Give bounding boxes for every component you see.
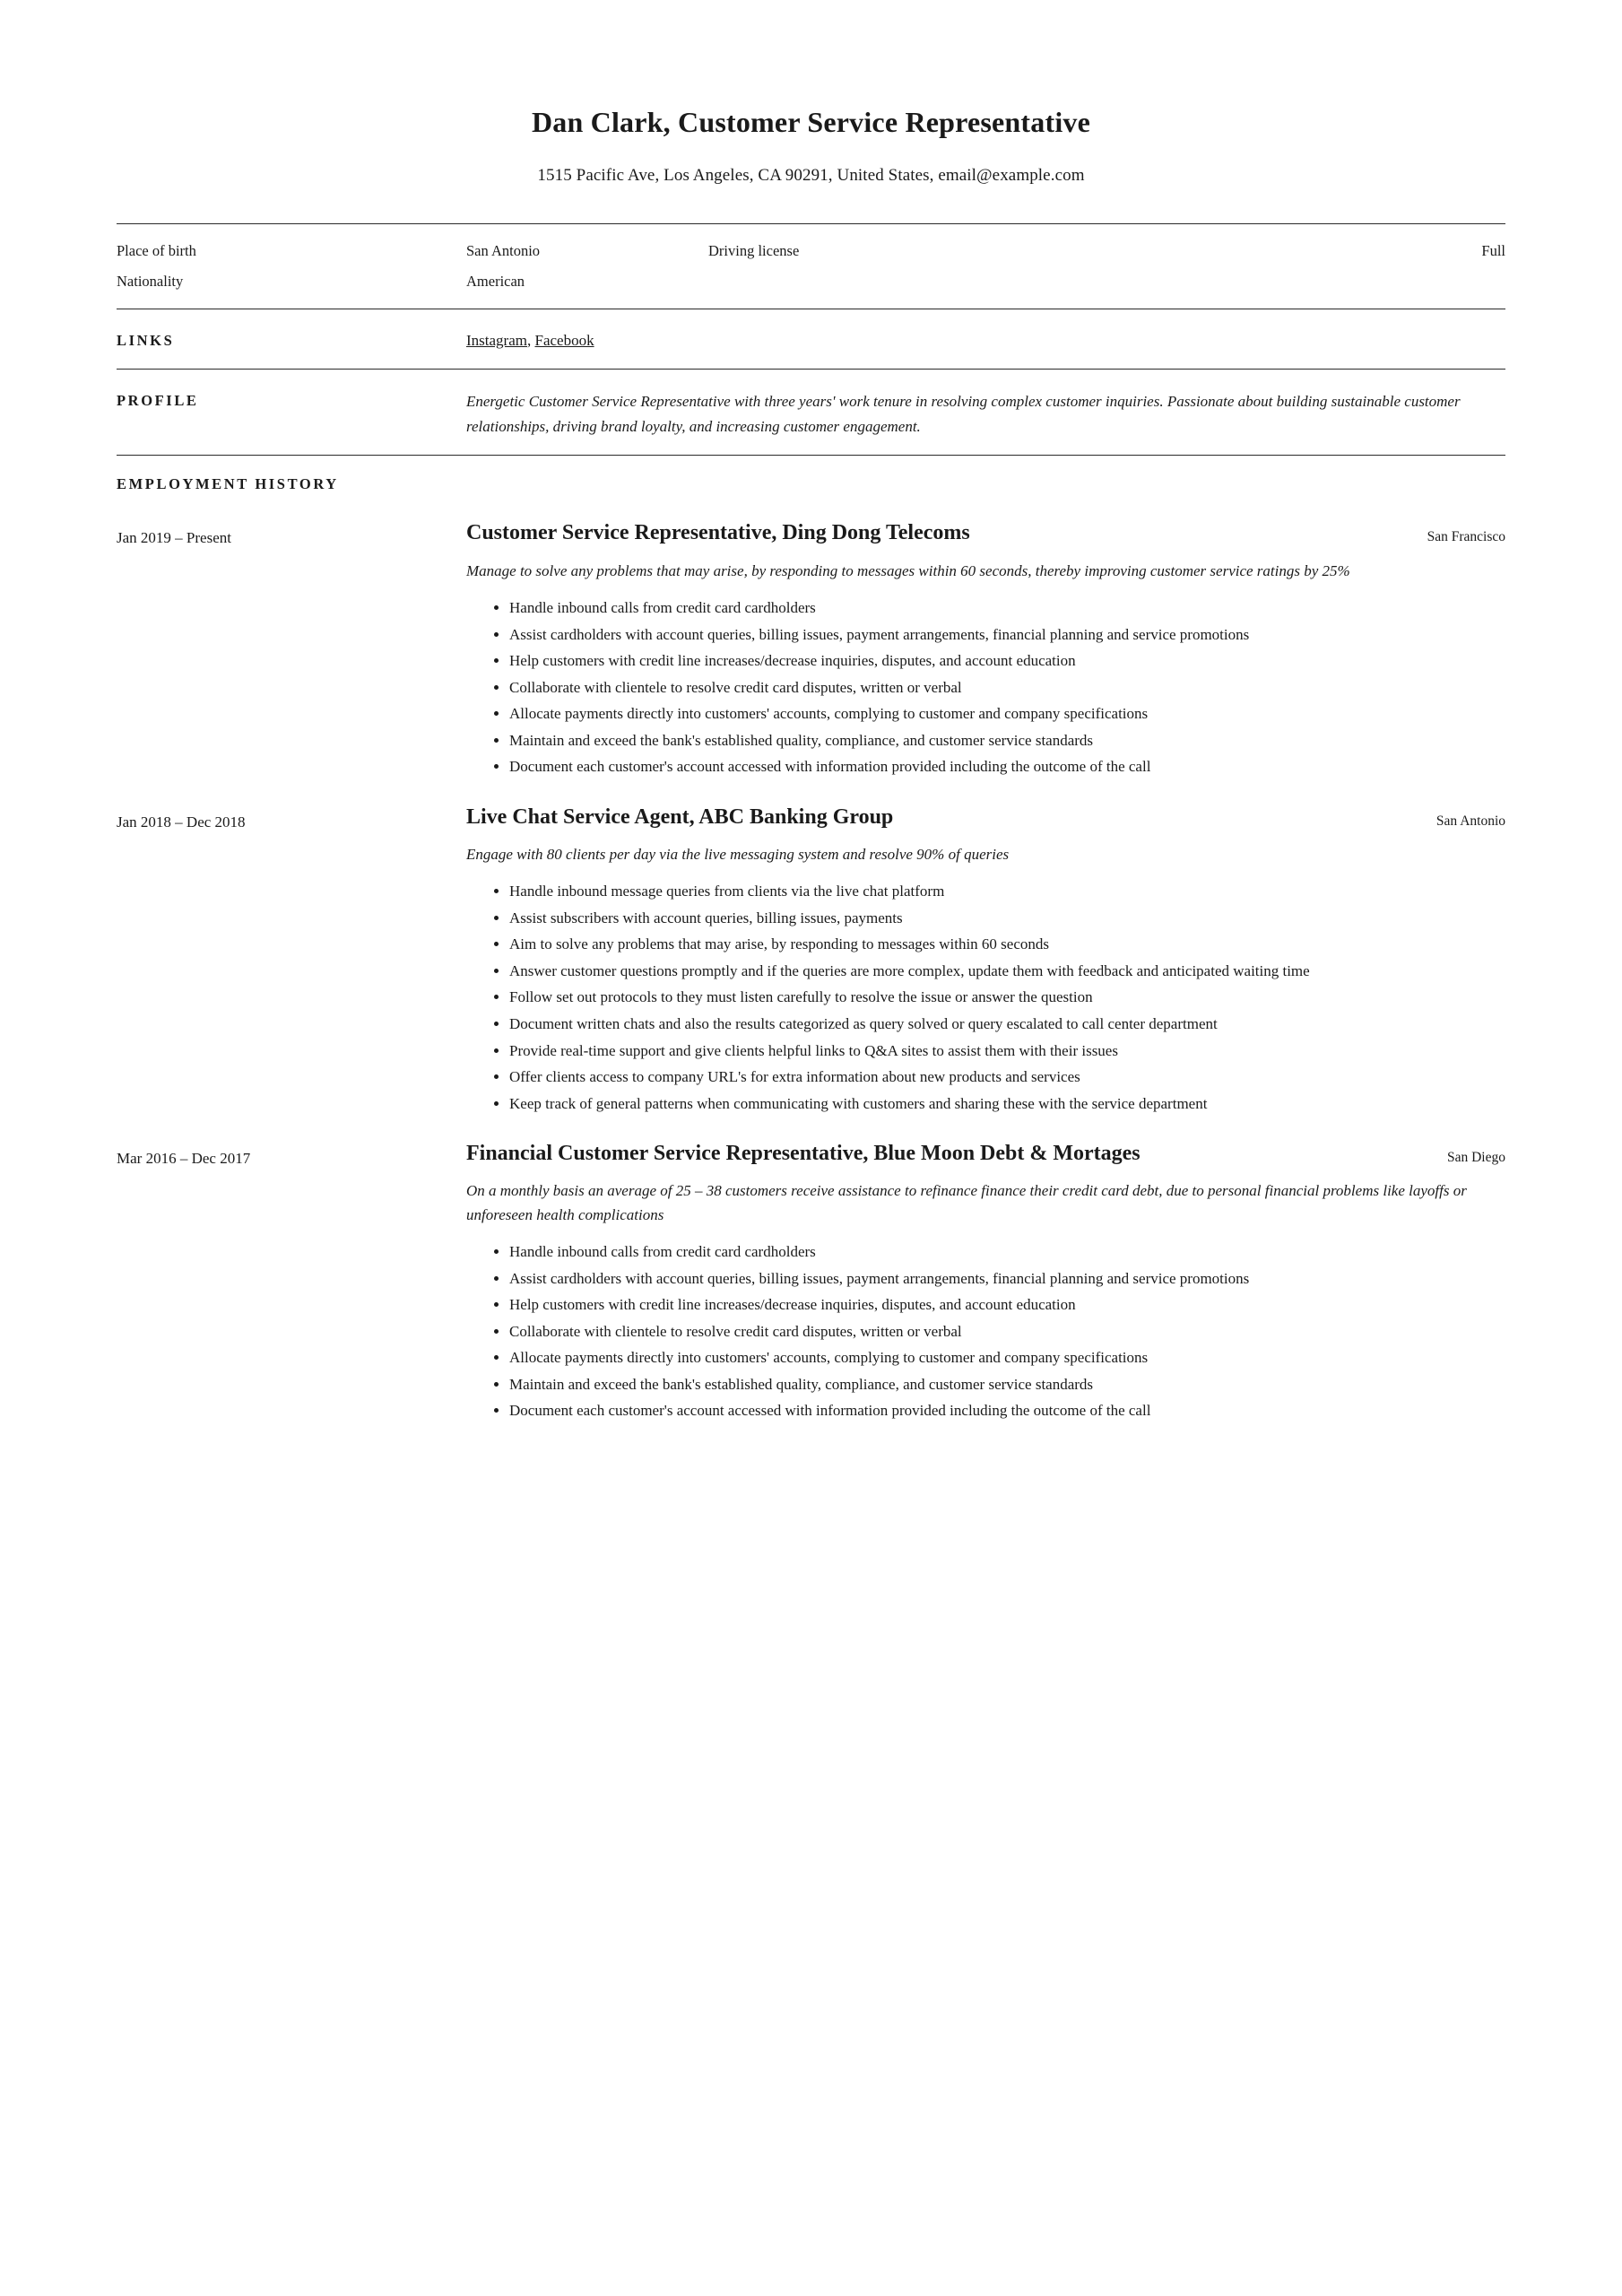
list-item: • Follow set out protocols to they must listen carefully to resolve the issue or answer the question — [509, 985, 1505, 1010]
job-location: San Antonio — [1436, 813, 1505, 829]
job-dates: Mar 2016 – Dec 2017 — [117, 1150, 251, 1168]
job-title: Financial Customer Service Representative, Blue Moon Debt & Mortages — [466, 1142, 1141, 1166]
list-item: • Answer customer questions promptly and if the queries are more complex, update them with feedback and anticipated waiting time — [509, 959, 1505, 984]
profile-text: Energetic Customer Service Representative with three years' work tenure in resolving complex customer inquiries. Passionate about building sustainable customer relationships, driving brand loyalty, and increasing customer engagement. — [466, 393, 1461, 435]
place-of-birth-label: Place of birth — [117, 242, 196, 259]
profile-body — [466, 389, 1505, 439]
driving-license-value: Full — [1481, 242, 1505, 259]
list-item: • Keep track of general patterns when communicating with customers and sharing these with the service department — [509, 1091, 1505, 1117]
employment-history-header — [117, 456, 1505, 497]
detail-row — [117, 242, 1505, 260]
links-section — [117, 309, 1505, 369]
list-item: • Maintain and exceed the bank's established quality, compliance, and customer service standards — [509, 1372, 1505, 1397]
job-bullet-list — [466, 879, 1505, 1116]
list-item: • Collaborate with clientele to resolve credit card disputes, written or verbal — [509, 675, 1505, 700]
job-title-row — [466, 1141, 1505, 1167]
list-item: • Allocate payments directly into customers' accounts, complying to customer and company specifications — [509, 701, 1505, 726]
list-item: • Document written chats and also the results categorized as query solved or query escalated to call center department — [509, 1012, 1505, 1037]
job-entry — [117, 804, 1505, 1118]
list-item: • Assist cardholders with account queries, billing issues, payment arrangements, financial planning and service promotions — [509, 622, 1505, 648]
job-main — [466, 804, 1505, 1118]
job-title: Customer Service Representative, Ding Dong Telecoms — [466, 521, 970, 545]
employment-section-label: EMPLOYMENT HISTORY — [117, 475, 339, 493]
nationality-label: Nationality — [117, 273, 184, 290]
contact-line: 1515 Pacific Ave, Los Angeles, CA 90291, United States, email@example.com — [537, 166, 1085, 185]
list-item: • Help customers with credit line increases/decrease inquiries, disputes, and account education — [509, 1292, 1505, 1318]
job-summary: Manage to solve any problems that may arise, by responding to messages within 60 seconds, thereby improving customer service ratings by 25% — [466, 561, 1350, 579]
links-section-label: LINKS — [117, 332, 175, 349]
job-dates: Jan 2019 – Present — [117, 529, 231, 547]
job-main — [466, 1141, 1505, 1425]
list-item: • Handle inbound message queries from clients via the live chat platform — [509, 879, 1505, 904]
list-item: • Offer clients access to company URL's for extra information about new products and services — [509, 1065, 1505, 1090]
links-list — [466, 329, 1505, 352]
job-summary: On a monthly basis an average of 25 – 38 customers receive assistance to refinance finance their credit card debt, due to personal financial problems like layoffs or unforeseen health complications — [466, 1182, 1467, 1223]
job-entry — [117, 1141, 1505, 1425]
job-entry — [117, 520, 1505, 780]
list-item: • Maintain and exceed the bank's established quality, compliance, and customer service standards — [509, 728, 1505, 753]
job-location: San Diego — [1446, 1150, 1505, 1166]
link-separator: , — [526, 332, 535, 349]
job-location: San Francisco — [1427, 529, 1505, 545]
list-item: • Provide real-time support and give clients helpful links to Q&A sites to assist them with their issues — [509, 1039, 1505, 1064]
list-item: • Handle inbound calls from credit card cardholders — [509, 1239, 1505, 1265]
personal-details-block — [117, 224, 1505, 309]
place-of-birth-value: San Antonio — [466, 242, 541, 259]
detail-row — [117, 273, 1505, 291]
link-facebook[interactable]: Facebook — [534, 332, 594, 349]
list-item: • Collaborate with clientele to resolve credit card disputes, written or verbal — [509, 1319, 1505, 1344]
list-item: • Help customers with credit line increases/decrease inquiries, disputes, and account education — [509, 648, 1505, 674]
link-instagram[interactable]: Instagram — [466, 332, 527, 349]
job-bullet-list — [466, 596, 1505, 779]
job-title-row — [466, 804, 1505, 831]
job-bullet-list — [466, 1239, 1505, 1423]
job-title-row — [466, 520, 1505, 546]
job-dates: Jan 2018 – Dec 2018 — [117, 813, 246, 831]
list-item: • Handle inbound calls from credit card cardholders — [509, 596, 1505, 621]
nationality-value: American — [466, 273, 525, 290]
profile-section — [117, 370, 1505, 455]
list-item: • Document each customer's account accessed with information provided including the outcome of the call — [509, 754, 1505, 779]
page-title: Dan Clark, Customer Service Representative — [531, 106, 1091, 138]
job-title: Live Chat Service Agent, ABC Banking Group — [466, 804, 894, 829]
list-item: • Allocate payments directly into customers' accounts, complying to customer and company specifications — [509, 1345, 1505, 1370]
list-item: • Assist subscribers with account queries, billing issues, payments — [509, 906, 1505, 931]
job-main — [466, 520, 1505, 780]
list-item: • Assist cardholders with account queries, billing issues, payment arrangements, financial planning and service promotions — [509, 1266, 1505, 1292]
list-item: • Aim to solve any problems that may arise, by responding to messages within 60 seconds — [509, 932, 1505, 957]
job-summary: Engage with 80 clients per day via the live messaging system and resolve 90% of queries — [466, 846, 1010, 863]
driving-license-label: Driving license — [708, 242, 800, 259]
profile-section-label: PROFILE — [117, 392, 199, 410]
list-item: • Document each customer's account accessed with information provided including the outcome of the call — [509, 1398, 1505, 1423]
